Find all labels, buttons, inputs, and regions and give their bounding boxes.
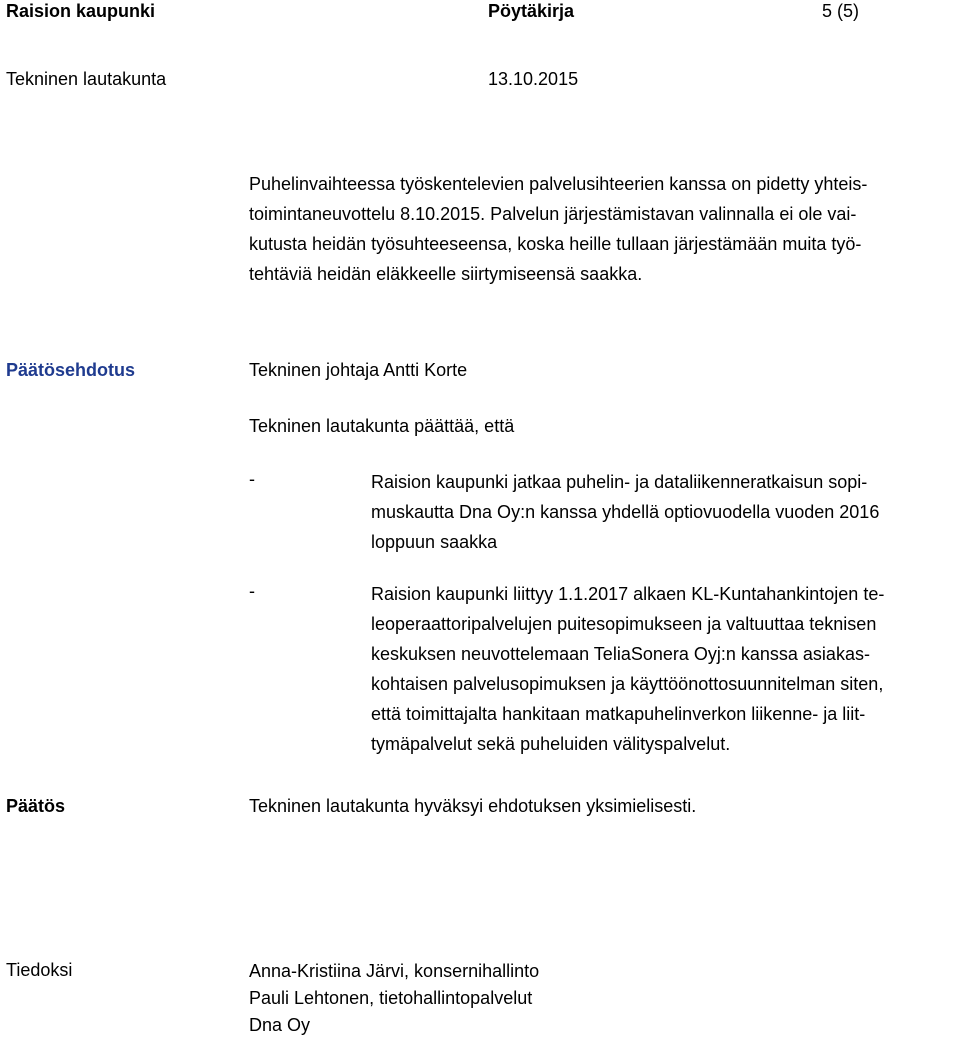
intro-line: toimintaneuvottelu 8.10.2015. Palvelun järjestämistavan valinnalla ei ole vai- — [249, 204, 857, 224]
bullet-line: tymäpalvelut sekä puheluiden välityspalvelut. — [371, 734, 731, 754]
bullet-marker: - — [249, 581, 255, 601]
distribution-list — [249, 958, 539, 1039]
bullet-line: leoperaattoripalvelujen puitesopimukseen ja valtuuttaa teknisen — [371, 614, 877, 634]
distribution-recipient: Dna Oy — [249, 1015, 311, 1035]
bullet-line: Raision kaupunki jatkaa puhelin- ja dataliikenneratkaisun sopi- — [371, 472, 868, 492]
proposal-intro: Tekninen lautakunta päättää, että — [249, 416, 515, 436]
bullet-line: keskuksen neuvottelemaan TeliaSonera Oyj:n kanssa asiakas- — [371, 644, 870, 664]
decision-text: Tekninen lautakunta hyväksyi ehdotuksen yksimielisesti. — [249, 796, 697, 816]
proposal-heading: Päätösehdotus — [6, 360, 136, 380]
header-organization: Raision kaupunki — [6, 1, 156, 21]
header-page-number: 5 (5) — [822, 1, 860, 21]
bullet-line: muskautta Dna Oy:n kanssa yhdellä optiovuodella vuoden 2016 — [371, 502, 880, 522]
bullet-item — [371, 579, 884, 759]
bullet-line: Raision kaupunki liittyy 1.1.2017 alkaen KL-Kuntahankintojen te- — [371, 584, 885, 604]
header-date: 13.10.2015 — [488, 69, 579, 89]
distribution-heading: Tiedoksi — [6, 960, 73, 980]
bullet-line: loppuun saakka — [371, 532, 498, 552]
proposal-proposer: Tekninen johtaja Antti Korte — [249, 360, 468, 380]
bullet-line: että toimittajalta hankitaan matkapuhelinverkon liikenne- ja liit- — [371, 704, 866, 724]
distribution-recipient: Pauli Lehtonen, tietohallintopalvelut — [249, 988, 533, 1008]
bullet-line: kohtaisen palvelusopimuksen ja käyttöönottosuunnitelman siten, — [371, 674, 884, 694]
intro-line: Puhelinvaihteessa työskentelevien palvelusihteerien kanssa on pidetty yhteis- — [249, 174, 868, 194]
header-doc-type: Pöytäkirja — [488, 1, 575, 21]
intro-paragraph — [249, 169, 867, 289]
header-committee: Tekninen lautakunta — [6, 69, 167, 89]
intro-line: kutusta heidän työsuhteeseensa, koska heille tullaan järjestämään muita työ- — [249, 234, 862, 254]
decision-heading: Päätös — [6, 796, 66, 816]
bullet-item — [371, 467, 879, 557]
intro-line: tehtäviä heidän eläkkeelle siirtymiseensä saakka. — [249, 264, 643, 284]
bullet-marker: - — [249, 469, 255, 489]
distribution-recipient: Anna-Kristiina Järvi, konsernihallinto — [249, 961, 540, 981]
